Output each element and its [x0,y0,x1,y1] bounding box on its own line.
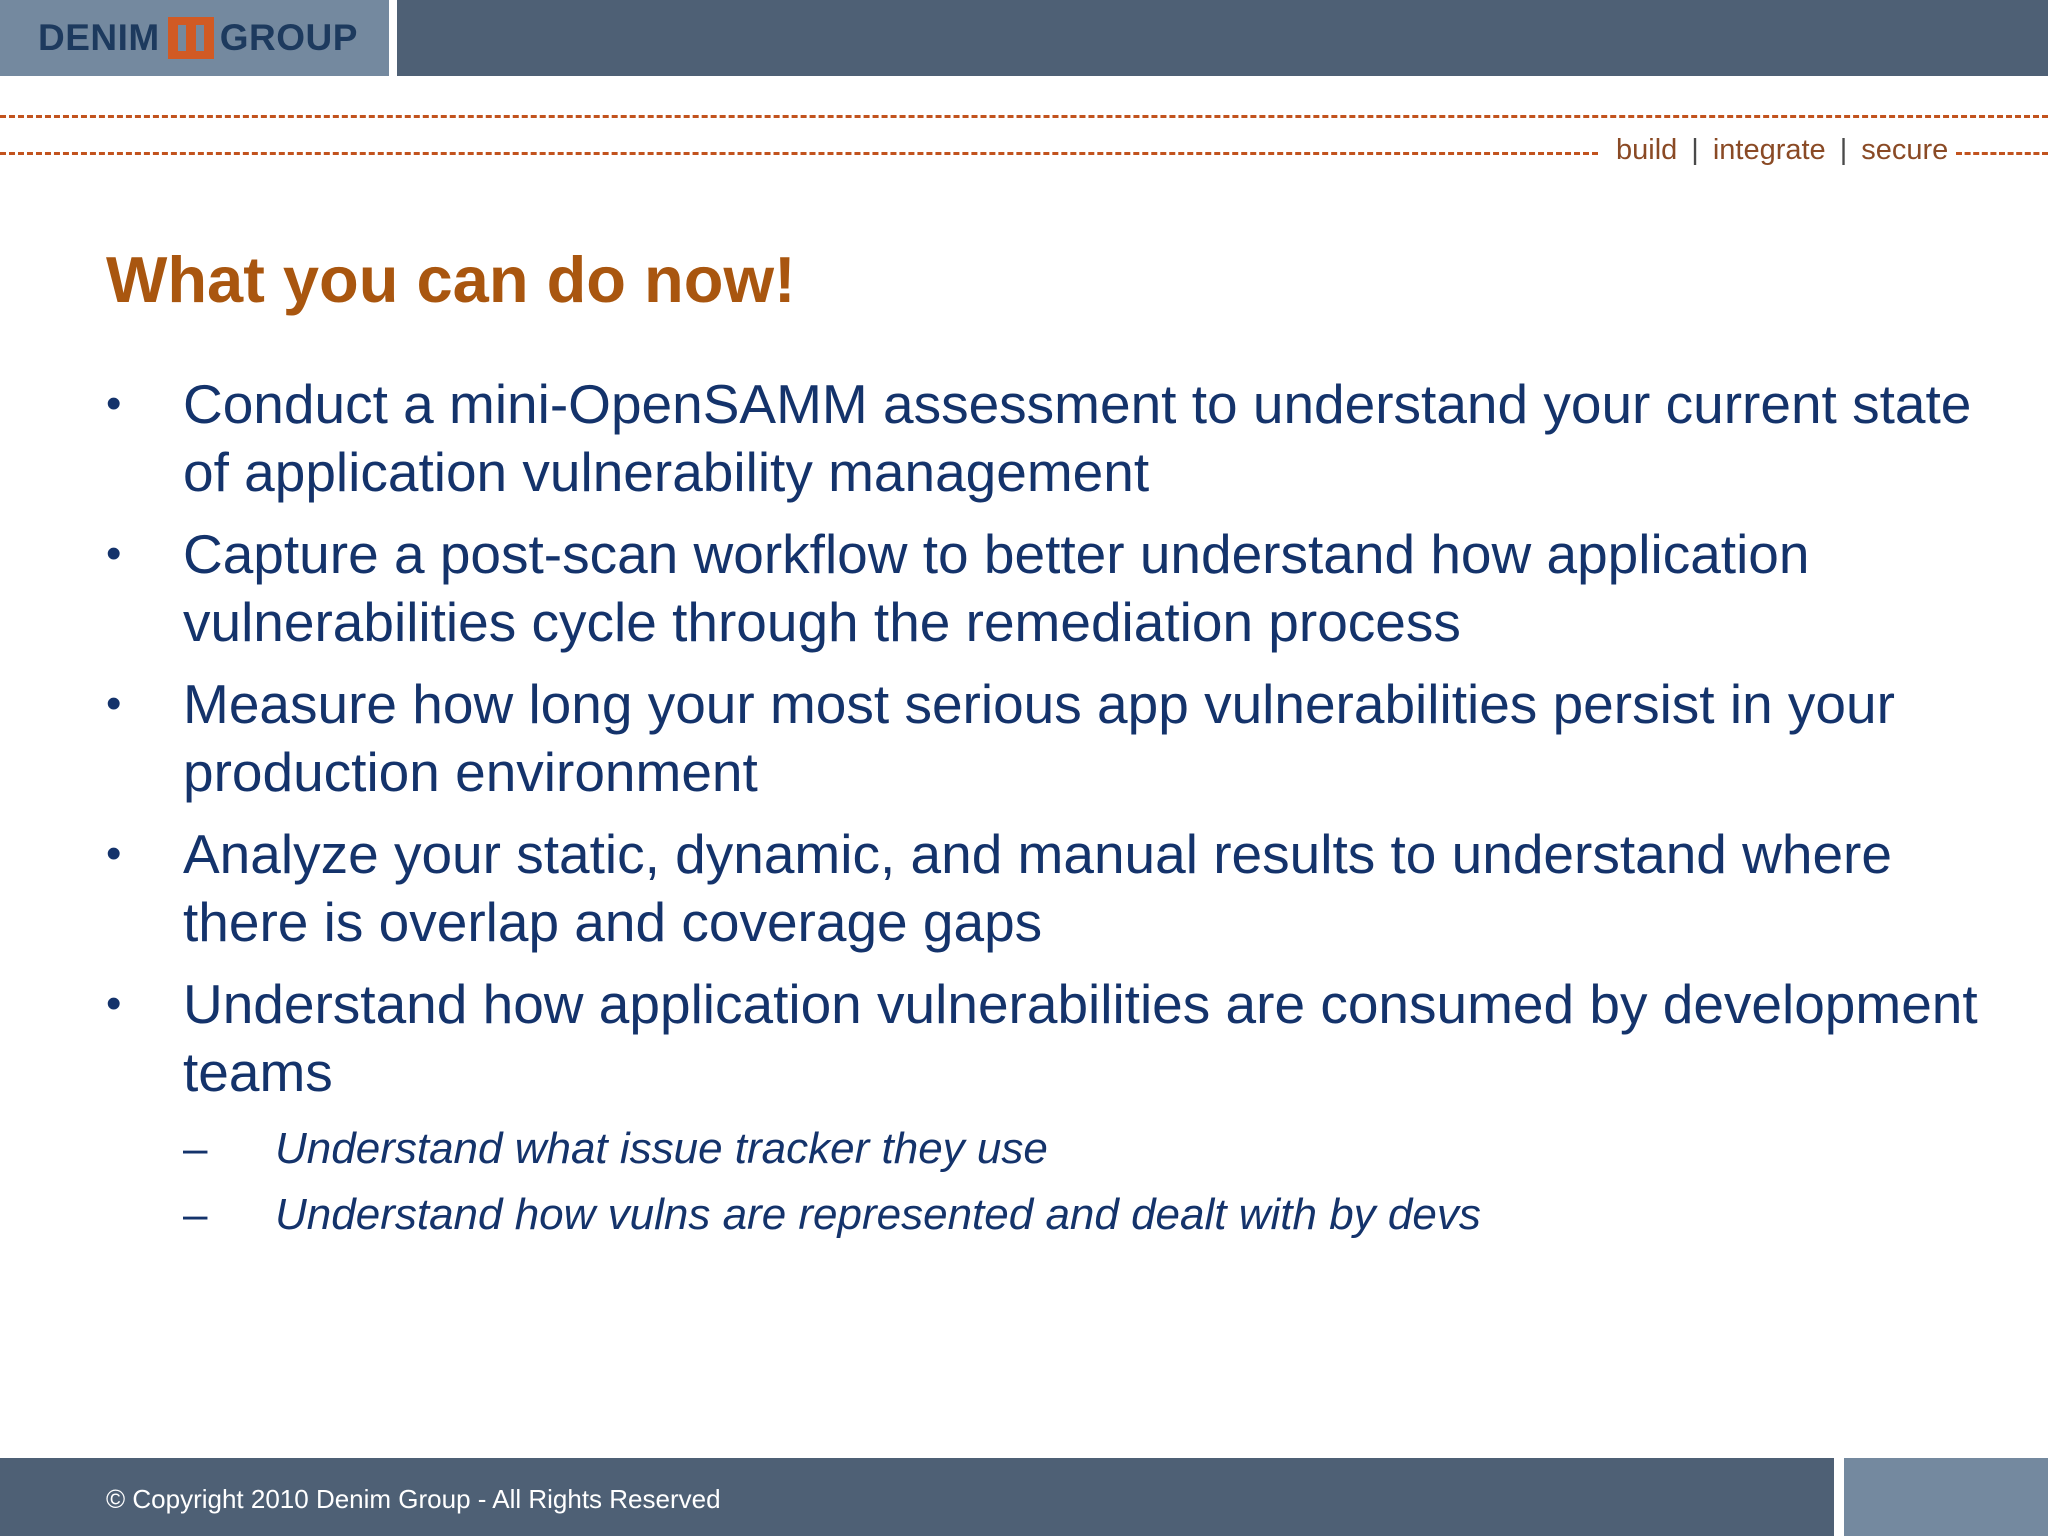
dashed-rule-bottom-left [0,152,1598,155]
sub-bullet-marker: – [183,1124,208,1173]
bullet-item [106,520,2006,656]
copyright-text: © Copyright 2010 Denim Group - All Rights Reserved [106,1484,721,1514]
dashed-rule-top [0,115,2048,118]
bullet-text: Analyze your static, dynamic, and manual results to understand where there is overlap and coverage gaps [183,823,1892,953]
bullet-text: Understand how application vulnerabilities are consumed by development teams [183,973,1978,1103]
sub-bullet-list [183,1116,2006,1248]
sub-bullet-item [183,1182,2006,1248]
bullet-marker: • [106,979,122,1028]
footer-divider [1834,1458,1844,1536]
bullet-marker: • [106,529,122,578]
bullet-marker: • [106,379,122,428]
tagline-build: build [1616,134,1678,166]
tagline-separator: | [1839,134,1848,166]
slide-title: What you can do now! [106,243,796,316]
bullet-item [106,370,2006,506]
bullet-item [106,820,2006,956]
logo-text-left: DENIM [38,17,160,58]
logo-mark-icon [168,17,214,59]
bullet-item [106,970,2006,1248]
tagline-secure: secure [1861,134,1949,166]
tagline-integrate: integrate [1712,134,1826,166]
bullet-text: Conduct a mini-OpenSAMM assessment to understand your current state of application vulnerability management [183,373,1972,503]
denim-group-logo [0,0,389,76]
sub-bullet-text: Understand what issue tracker they use [275,1124,1048,1173]
tagline-separator: | [1691,134,1699,166]
bullet-list [106,370,2006,1262]
logo-text-right: GROUP [219,17,358,58]
bullet-text: Capture a post-scan workflow to better understand how application vulnerabilities cycle through the remediation process [183,523,1810,653]
bullet-text: Measure how long your most serious app vulnerabilities persist in your production environment [183,673,1895,803]
bullet-marker: • [106,679,122,728]
sub-bullet-text: Understand how vulns are represented and dealt with by devs [275,1190,1481,1239]
bullet-marker: • [106,829,122,878]
sub-bullet-item [183,1116,2006,1182]
dashed-rule-bottom-right [1956,152,2048,155]
header-divider [389,0,397,76]
footer-accent-block [1844,1458,2048,1536]
tagline [1616,134,1948,167]
bullet-item [106,670,2006,806]
sub-bullet-marker: – [183,1190,208,1239]
